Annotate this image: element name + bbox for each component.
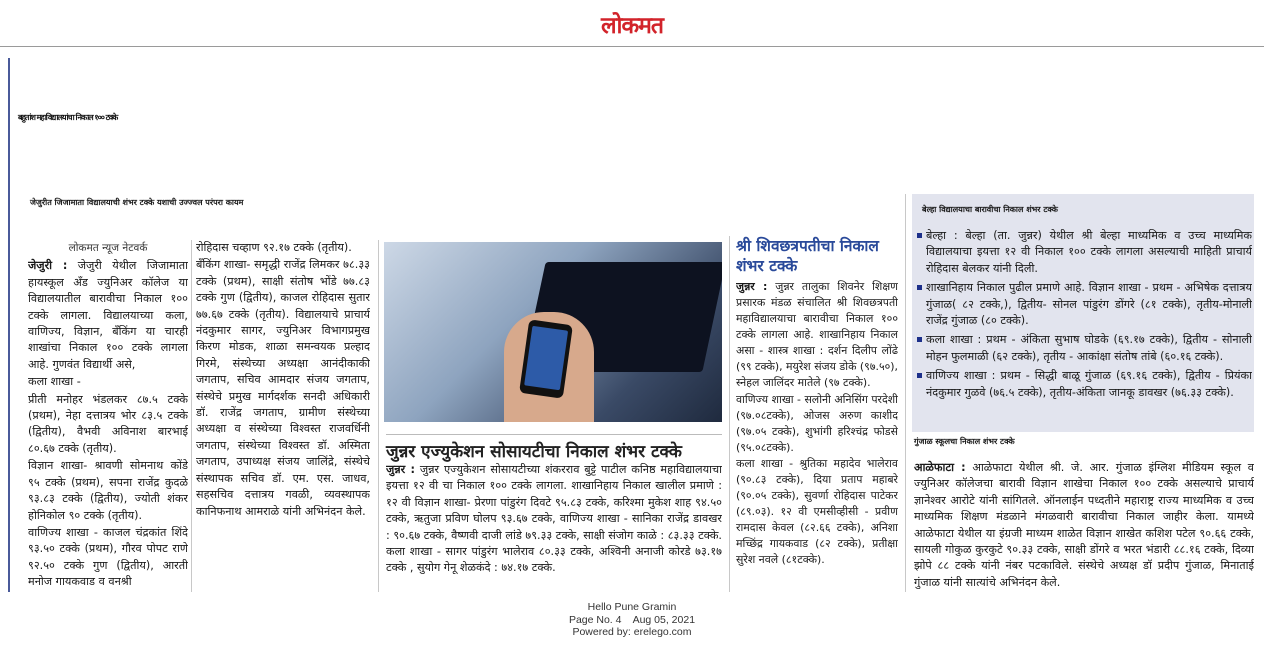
newspaper-logo: लोकमत xyxy=(600,13,664,39)
story-paragraph: वाणिज्य शाखा - काजल चंद्रकांत शिंदे ९३.५० टक्के (प्रथम), गौरव पोपट राणे ९२.५० टक्के गुण (द्वितीय), आरती मनोज गायकवाड व वनश्री xyxy=(28,525,188,589)
dateline: जेजुरी : xyxy=(28,259,68,273)
belha-headline: बेल्हा विद्यालयाचा बारावीचा निकाल शंभर टक्के xyxy=(922,205,1058,214)
story-paragraph: बँकिंग शाखा- समृद्धी राजेंद्र लिमकर ७८.३३ टक्के (प्रथम), साक्षी संतोष भोंडे ७७.८३ टक्के गुण (द्वितीय), काजल रोहिदास सुतार ७७.६७ टक्के (तृतीय). विद्यालयाचे प्राचार्य नंदकुमार सागर, ज्युनिअर विभागप्रमुख किरण मोडक, शाळा समन्वयक प्रल्हाद गिरमे, संस्थेच्या अध्यक्षा आनंदीकाकी जगताप, सचिव आमदार संजय जगताप, संस्थेचे प्रमुख मार्गदर्शक सनदी अधिकारी डॉ. राजेंद्र जगताप, ग्रामीण संस्थेच्या अध्यक्षा व संस्थेच्या विश्वस्त राजवर्धिनी जगताप, संस्थेच्या विश्वस्त डॉ. अस्मिता जगताप, उपाध्यक्ष संजय जालिंद्रे, संस्थेचे संस्थापक सचिव डॉ. एम. एस. जाधव, सहसचिव दत्तात्रय गवळी, व्यवस्थापक कानिफनाथ आमराळे यांनी अभिनंदन केले. xyxy=(196,258,370,518)
jejuri-story-column-2 xyxy=(196,240,370,592)
column-rule xyxy=(378,240,379,592)
jejuri-story-column-1 xyxy=(28,240,188,592)
column-rule xyxy=(191,240,192,592)
story-paragraph: जेजुरी : जेजुरी येथील जिजामाता हायस्कूल अँड ज्युनिअर कॉलेज या विद्यालयातील बारावीचा निकाल १०० टक्के लागला. विद्यालयाच्या कला, वाणिज्य, विज्ञान, बँकिंग या चारही शाखांचा निकाल १०० टक्के लागला आहे. गुणवंत विद्यार्थी असे, xyxy=(28,259,188,371)
bullet-item: वाणिज्य शाखा : प्रथम - सिद्धी बाळू गुंजाळ (६९.१६ टक्के), द्वितीय - प्रियंका नंदकुमार गुळवे (७६.५ टक्के), तृतीय-अंकिता जानकू डावखर (७६.३३ टक्के). xyxy=(916,368,1252,401)
bullet-item: शाखानिहाय निकाल पुढील प्रमाणे आहे. विज्ञान शाखा - प्रथम - अभिषेक दत्तात्रय गुंजाळ( ८२ टक्के,), द्वितीय- सोनल पांडुरंग डोंगरे (८१ टक्के), तृतीय-मोनाली राजेंद्र गुंजाळ (८० टक्के). xyxy=(916,280,1252,329)
shivchhatrapati-story: जुन्नर : जुन्नर तालुका शिवनेर शिक्षण प्रसारक मंडळ संचालित श्री शिवछत्रपती महाविद्यालयाचा बारावीचा निकाल १०० टक्के लागला आहे. शाखानिहाय निकाल असा - शास्त्र शाखा : दर्शन दिलीप लोंढे (९९ टक्के), मयुरेश संजय डोके (९७.५०), स्नेहल जालिंदर मातेले (९७ टक्के). वाणिज्य शाखा - सलोनी अनिसिंग परदेशी (९७.०८टक्के), ओजस अरुण काशीद (९७.०५ टक्के), शुभांगी हरिश्चंद्र फोडसे (९५.०८टक्के). कला शाखा - श्रुतिका महादेव भालेराव (९०.८३ टक्के), दिया प्रताप महाबरे (९०.०५ टक्के), सुवर्णा रोहिदास पाटेकर (८९.०३). १२ वी एमसीव्हीसी - प्रवीण रामदास केवल (८२.६६ टक्के), अनिशा मच्छिंद्र गायकवाड (८२ टक्के), प्रतीक्षा सुरेश नवले (८१टक्के). xyxy=(736,280,898,567)
story-paragraph: कला शाखा - श्रुतिका महादेव भालेराव (९०.८३ टक्के), दिया प्रताप महाबरे (९०.०५ टक्के), सुवर्णा रोहिदास पाटेकर (८९.०३). १२ वी एमसीव्हीसी - प्रवीण रामदास केवल (८२.६६ टक्के), अनिशा मच्छिंद्र गायकवाड (८२ टक्के), प्रतीक्षा सुरेश नवले (८१टक्के). xyxy=(736,457,898,567)
main-headline: बहुतांश महाविद्यालयांचा निकाल १०० टक्के xyxy=(18,113,118,122)
dateline: जुन्नर : xyxy=(736,280,768,293)
story-paragraph: विज्ञान शाखा- श्रावणी सोमनाथ कोंडे ९५ टक्के (प्रथम), सपना राजेंद्र कुदळे ९३.८३ टक्के (द्वितीय), ज्योती शंकर होनिकोल ९० टक्के (तृतीय). xyxy=(28,459,188,522)
junnar-edu-story: जुन्नर : जुन्नर एज्युकेशन सोसायटीच्या शंकरराव बुट्टे पाटील कनिष्ठ महाविद्यालयाचा इयत्ता १२ वी चा निकाल १०० टक्के लागला. शाखानिहाय निकाल खालील प्रमाणे : १२ वी विज्ञान शाखा- प्रेरणा पांडुरंग दिवटे ९५.८३ टक्के, करिश्मा मुकेश शाह ९४.५० टक्के, ऋतुजा प्रविण घोलप ९३.६७ टक्के, वाणिज्य शाखा - सानिका राजेंद्र डावखर : ९०.६७ टक्के, वैष्णवी दाजी लांडे ७९.३३ टक्के, साक्षी संजोग काळे : ८३.३३ टक्के. कला शाखा - सागर पांडुरंग भालेराव ८०.३३ टक्के, अश्विनी अनाजी कोरडे ७३.१७ टक्के , सुयोग गेनू शेळकंदे : ७४.१७ टक्के. xyxy=(386,463,722,575)
column-rule xyxy=(905,194,906,592)
student-phone-photo xyxy=(384,242,722,422)
junnar-edu-headline: जुन्नर एज्युकेशन सोसायटीचा निकाल शंभर टक्के xyxy=(386,434,722,462)
bullet-item: बेल्हा : बेल्हा (ता. जुन्नर) येथील श्री बेल्हा माध्यमिक व उच्च माध्यमिक विद्यालयाचा इयत्ता १२ वी निकाल १०० टक्के लागला असल्याची माहिती प्राचार्य रोहिदास बेलकर यांनी दिली. xyxy=(916,228,1252,277)
edition-name: Hello Pune Gramin xyxy=(587,601,677,613)
subheadline: जेजुरीत जिजामाता विद्यालयाची शंभर टक्के यशाची उज्ज्वल परंपरा कायम xyxy=(30,198,244,207)
shivchhatrapati-headline: श्री शिवछत्रपतीचा निकाल शंभर टक्के xyxy=(736,237,879,275)
bullet-item: कला शाखा : प्रथम - अंकिता सुभाष घोडके (६९.१७ टक्के), द्वितीय - सोनाली मोहन फुलमाळी (६२ टक्के), तृतीय - आकांक्षा संतोष तांबे (६०.१६ टक्के). xyxy=(916,332,1252,365)
powered-by: Powered by: erelego.com xyxy=(572,626,692,638)
story-paragraph: वाणिज्य शाखा - सलोनी अनिसिंग परदेशी (९७.०८टक्के), ओजस अरुण काशीद (९७.०५ टक्के), शुभांगी हरिश्चंद्र फोडसे (९५.०८टक्के). xyxy=(736,392,898,454)
story-paragraph: प्रीती मनोहर भंडलकर ८७.५ टक्के (प्रथम), नेहा दत्तात्रय भोर ८३.५ टक्के (द्वितीय), वैभवी अविनाश बारभाई ८०.६७ टक्के (तृतीय). xyxy=(28,392,188,455)
page-date: Page No. 4 Aug 05, 2021 xyxy=(568,613,696,626)
column-rule xyxy=(729,236,730,592)
story-paragraph: कला शाखा - xyxy=(28,375,81,389)
byline: लोकमत न्यूज नेटवर्क xyxy=(68,242,148,254)
gunjal-story: आळेफाटा : आळेफाटा येथील श्री. जे. आर. गुंजाळ इंग्लिश मीडियम स्कूल व ज्युनिअर कॉलेजचा बारावी विज्ञान शाखेचा निकाल १०० टक्के असल्याचे प्राचार्य ज्ञानेश्वर आरोटे यांनी सांगितले. ऑनलाईन पध्दतीने महाराष्ट्र राज्य माध्यमिक व उच्च माध्यमिक शिक्षण मंडळाने मंगळवारी बारावीचा निकाल जाहीर केला. यामध्ये आळेफाटा येथील या इंग्रजी माध्यम शाळेत विज्ञान शाखेत कशिश पटेल ९०.६६ टक्के, सायली गोकुळ कुरकुटे ९०.३३ टक्के, साक्षी डोंगरे व भरत भंडारी ८८.१६ टक्के, दिव्या झोपे ८८ टक्के यांनी नंबर पटकाविले. संस्थेचे अध्यक्ष डॉ प्रदीप गुंजाळ, मिनाताई गुंजाळ यांनी सात्यांचे अभिनंदन केले. xyxy=(914,461,1254,589)
page-footer xyxy=(0,601,1264,639)
dateline: आळेफाटा : xyxy=(914,461,966,474)
belha-story xyxy=(916,228,1252,404)
dateline: जुन्नर : xyxy=(386,463,415,476)
story-paragraph: रोहिदास चव्हाण ९२.१७ टक्के (तृतीय). xyxy=(196,241,352,254)
gunjal-headline: गुंजाळ स्कूलचा निकाल शंभर टक्के xyxy=(914,437,1015,446)
